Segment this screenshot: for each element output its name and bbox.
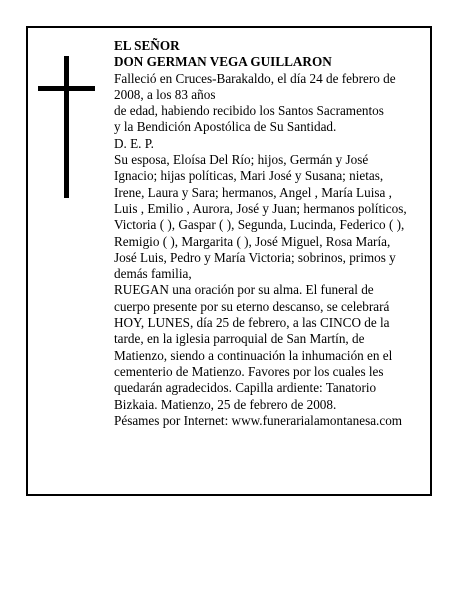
body-line: tarde, en la iglesia parroquial de San Martín, de bbox=[114, 331, 365, 347]
body-line: Irene, Laura y Sara; hermanos, Angel , María Luisa , bbox=[114, 184, 392, 200]
body-line: Falleció en Cruces-Barakaldo, el día 24 de febrero de bbox=[114, 70, 396, 86]
body-line: cuerpo presente por su eterno descanso, se celebrará bbox=[114, 298, 390, 314]
body-line: quedarán agradecidos. Capilla ardiente: Tanatorio bbox=[114, 380, 377, 396]
body-line: José Luis, Pedro y María Victoria; sobrinos, primos y bbox=[114, 249, 396, 265]
obituary-title-line-2: DON GERMAN VEGA GUILLARON bbox=[114, 54, 332, 70]
body-line: demás familia, bbox=[114, 266, 192, 282]
body-line: Bizkaia. Matienzo, 25 de febrero de 2008. bbox=[114, 396, 337, 412]
body-line: 2008, a los 83 años bbox=[114, 86, 216, 102]
body-line: cementerio de Matienzo. Favores por los cuales les bbox=[114, 363, 384, 379]
obituary-text bbox=[114, 38, 424, 429]
cross-horizontal-bar bbox=[38, 86, 95, 91]
body-line: Remigio ( ), Margarita ( ), José Miguel, Rosa María, bbox=[114, 233, 391, 249]
body-line: y la Bendición Apostólica de Su Santidad. bbox=[114, 119, 337, 135]
body-line: de edad, habiendo recibido los Santos Sacramentos bbox=[114, 103, 384, 119]
body-line: HOY, LUNES, día 25 de febrero, a las CINCO de la bbox=[114, 315, 390, 331]
cross-vertical-bar bbox=[64, 56, 69, 198]
body-line: Victoria ( ), Gaspar ( ), Segunda, Lucinda, Federico ( ), bbox=[114, 217, 405, 233]
website-line: Pésames por Internet: www.funerarialamontanesa.com bbox=[114, 412, 403, 428]
body-line: D. E. P. bbox=[114, 135, 154, 151]
body-line: Matienzo, siendo a continuación la inhumación en el bbox=[114, 347, 393, 363]
body-line: Su esposa, Eloísa Del Río; hijos, Germán y José bbox=[114, 152, 369, 168]
body-line: Luis , Emilio , Aurora, José y Juan; hermanos políticos, bbox=[114, 200, 407, 216]
body-line: Ignacio; hijas políticas, Mari José y Susana; nietas, bbox=[114, 168, 384, 184]
obituary-title-line-1: EL SEÑOR bbox=[114, 38, 180, 53]
body-line: RUEGAN una oración por su alma. El funeral de bbox=[114, 282, 374, 298]
